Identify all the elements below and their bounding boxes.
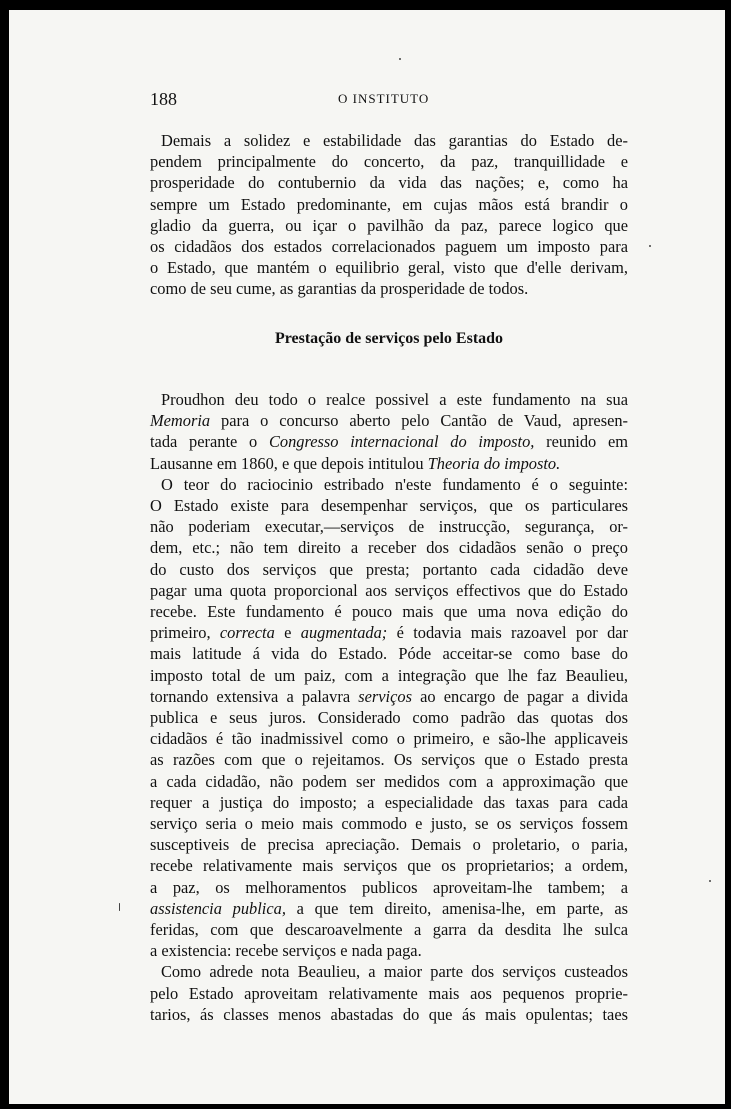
page-header bbox=[150, 89, 630, 113]
text-line: como de seu cume, as garantias da prosperidade de todos. bbox=[150, 279, 529, 299]
text-line: recebe. Este fundamento é pouco mais que uma nova edição do bbox=[150, 602, 628, 622]
scan-speck bbox=[399, 58, 401, 60]
text-run: primeiro, bbox=[150, 623, 220, 643]
text-line: feridas, com que descaroavelmente a garra da desdita lhe sulca bbox=[150, 920, 628, 940]
text-run: a que tem direito, amenisa-lhe, em parte, as bbox=[285, 898, 629, 918]
text-line: gladio da guerra, ou içar o pavilhão da paz, parece logico que bbox=[150, 215, 628, 235]
section-title: Prestação de serviços pelo Estado bbox=[274, 330, 504, 347]
italic-title: Theoria do imposto. bbox=[427, 453, 561, 473]
text-line: imposto total de um paiz, com a integração que lhe faz Beaulieu, bbox=[150, 665, 628, 685]
text-line: do custo dos serviços que presta; portanto cada cidadão deve bbox=[150, 559, 628, 579]
text-line: Demais a solidez e estabilidade das garantias do Estado de- bbox=[161, 131, 628, 150]
text-line bbox=[150, 410, 628, 431]
page-number: 188 bbox=[150, 89, 177, 109]
text-line bbox=[150, 453, 628, 474]
text-line: pelo Estado aproveitam relativamente mais aos pequenos proprie- bbox=[150, 983, 628, 1003]
text-line: não poderiam executar,—serviços de instrucção, segurança, or- bbox=[150, 517, 628, 537]
italic-word: correcta bbox=[219, 623, 275, 643]
text-run: tada perante o bbox=[150, 432, 269, 452]
text-line: a existencia: recebe serviços e nada paga. bbox=[150, 941, 422, 961]
text-line: dem, etc.; não tem direito a receber dos cidadãos senão o preço bbox=[150, 538, 628, 558]
text-line: os cidadãos dos estados correlacionados paguem um imposto para bbox=[150, 237, 628, 257]
text-line: pendem principalmente do concerto, da paz, tranquillidade e bbox=[150, 152, 628, 172]
text-line: O teor do raciocinio estribado n'este fundamento é o seguinte: bbox=[161, 474, 628, 494]
text-line: as razões com que o rejeitamos. Os serviços que o Estado presta bbox=[150, 750, 628, 770]
text-line: recebe relativamente mais serviços que os proprietarios; a ordem, bbox=[150, 856, 628, 876]
text-run: é todavia mais razoavel por dar bbox=[387, 623, 628, 643]
text-line: pagar uma quota proporcional aos serviços effectivos que do Estado bbox=[150, 580, 628, 600]
text-line: o Estado, que mantém o equilibrio geral, visto que d'elle derivam, bbox=[150, 258, 628, 278]
italic-title: Memoria bbox=[150, 411, 211, 431]
scan-speck bbox=[649, 245, 651, 247]
text-line: Como adrede nota Beaulieu, a maior parte dos serviços custeados bbox=[161, 962, 628, 982]
scan-speck bbox=[119, 903, 120, 911]
text-run: e bbox=[274, 623, 301, 643]
running-head: O INSTITUTO bbox=[338, 91, 430, 106]
text-line bbox=[150, 686, 628, 707]
text-line: tarios, ás classes menos abastadas do que ás mais opulentas; taes bbox=[150, 1004, 628, 1024]
text-run: reunido em bbox=[534, 432, 628, 452]
text-line bbox=[150, 898, 628, 919]
text-line: prosperidade do contubernio da vida das nações; e, como ha bbox=[150, 173, 628, 193]
text-line bbox=[150, 431, 628, 452]
text-line: serviço seria o meio mais commodo e justo, se os serviços fossem bbox=[150, 814, 628, 834]
text-line: susceptiveis de precisa apreciação. Demais o proletario, o paria, bbox=[150, 835, 628, 855]
text-line: a paz, os melhoramentos publicos aproveitam-lhe tambem; a bbox=[150, 877, 628, 897]
text-line: mais latitude á vida do Estado. Póde acceitar-se como base do bbox=[150, 644, 628, 664]
text-line: Proudhon deu todo o realce possivel a este fundamento na sua bbox=[161, 390, 628, 409]
text-line bbox=[150, 622, 628, 643]
italic-word: augmentada; bbox=[300, 623, 388, 643]
text-line: cidadãos é tão inadmissivel como o primeiro, e são-lhe applicaveis bbox=[150, 729, 628, 749]
italic-word: assistencia publica, bbox=[150, 898, 286, 918]
text-line: requer a justiça do imposto; a especialidade das taxas para cada bbox=[150, 792, 628, 812]
text-run: tornando extensiva a palavra bbox=[150, 686, 359, 706]
text-line: publica e seus juros. Considerado como padrão das quotas dos bbox=[150, 708, 628, 728]
text-run: Lausanne em 1860, e que depois intitulou bbox=[150, 453, 428, 473]
text-run: ao encargo de pagar a divida bbox=[411, 686, 628, 706]
scan-speck bbox=[709, 880, 711, 882]
body-text bbox=[150, 389, 628, 1025]
italic-title: Congresso internacional do imposto, bbox=[268, 432, 535, 452]
text-line: O Estado existe para desempenhar serviços, que os particulares bbox=[150, 496, 628, 516]
text-line: sempre um Estado predominante, em cujas mãos está brandir o bbox=[150, 194, 628, 214]
intro-paragraph bbox=[150, 130, 628, 300]
italic-word: serviços bbox=[358, 686, 412, 706]
text-run: para o concurso aberto pelo Cantão de Vaud, apresen- bbox=[210, 411, 628, 431]
text-line: a cada cidadão, não podem ser medidos com a approximação que bbox=[150, 771, 628, 791]
